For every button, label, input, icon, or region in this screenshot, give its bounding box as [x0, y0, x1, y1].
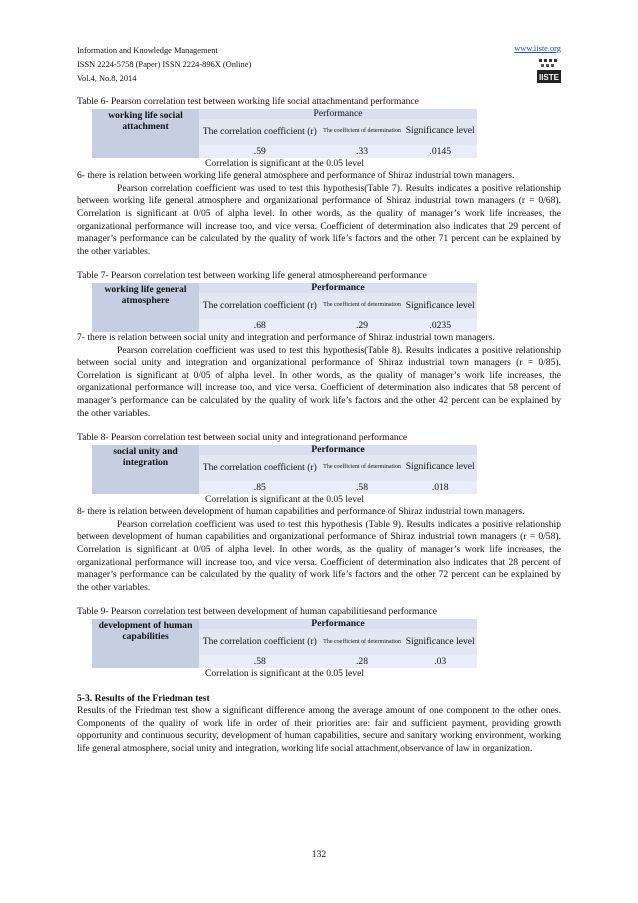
section-title: 5-3. Results of the Friedman test — [77, 692, 210, 704]
page-body — [77, 96, 561, 756]
table-8-det-value: .58 — [321, 481, 404, 494]
table-8-col-significance: Significance level — [403, 455, 477, 481]
table-9-col-determination: The coefficient of determination — [321, 629, 404, 655]
table-7-col-significance: Significance level — [403, 293, 477, 319]
table-7-col-r: The correlation coefficient (r) — [199, 293, 321, 319]
table-9-sig-value: .03 — [403, 655, 477, 668]
table-6-col-r: The correlation coefficient (r) — [199, 119, 321, 145]
table-6-col-determination: The coefficient of determination — [321, 119, 404, 145]
table-9-row-label: development of human capabilities — [92, 619, 199, 668]
table-9-col-r: The correlation coefficient (r) — [199, 629, 321, 655]
journal-title: Information and Knowledge Management — [77, 46, 218, 55]
friedman-paragraph: Results of the Friedman test show a significant difference among the average amount of one component to the other ones. Components of the quality of work life in order of their priorities are: fair and sufficient payment, providing growth opportunity and continuous security, development of human capabilities, secure and sanitary working environment, working life general atmosphere, social unity and integration, working life social attachment,observance of law in organization. — [77, 705, 561, 754]
hypothesis-8-heading: 8- there is relation between development of human capabilities and performance of Shiraz industrial town managers. — [77, 506, 525, 518]
table-8-performance-header: Performance — [199, 445, 477, 455]
table-8-caption: Table 8- Pearson correlation test between social unity and integrationand performance — [77, 432, 408, 444]
table-9-det-value: .28 — [321, 655, 404, 668]
page-number: 132 — [311, 849, 327, 860]
table-6 — [92, 109, 477, 158]
table-6-sig-value: .0145 — [403, 145, 477, 158]
table-7-r-value: .68 — [199, 319, 321, 332]
table-6-performance-header: Performance — [199, 109, 477, 119]
table-9-r-value: .58 — [199, 655, 321, 668]
table-8-r-value: .85 — [199, 481, 321, 494]
table-6-det-value: .33 — [321, 145, 404, 158]
journal-url-block — [514, 44, 561, 53]
iiste-logo — [537, 59, 561, 83]
table-7 — [92, 283, 477, 332]
hypothesis-7-heading: 7- there is relation between social unity and integration and performance of Shiraz industrial town managers. — [77, 331, 495, 343]
journal-volume: Vol.4, No.8, 2014 — [77, 74, 137, 83]
journal-issn: ISSN 2224-5758 (Paper) ISSN 2224-896X (Online) — [77, 60, 252, 69]
table-9-caption: Table 9- Pearson correlation test between development of human capabilitiesand performance — [77, 606, 438, 618]
table-9 — [92, 619, 477, 668]
table-8-col-determination: The coefficient of determination — [321, 455, 404, 481]
table-9-performance-header: Performance — [199, 619, 477, 629]
table-6-row-label: working life social attachment — [92, 109, 199, 158]
table-8 — [92, 445, 477, 494]
svg-text:IISTE: IISTE — [538, 73, 560, 82]
hypothesis-8-paragraph: Pearson correlation coefficient was used to test this hypothesis (Table 9). Results indicates a positive relationship between development of human capabilities and organizational performance of Shiraz industrial town managers (r = 0/58). Correlation is significant at 0/05 of alpha level. In other words, as the quality of manager’s work life increases, the organizational performance will increase too, and vice versa. Coefficient of determination also indicates that 28 percent of manager’s performance can be calculated by the quality of work life’s factors and the other 72 percent can be explained by the other variables. — [77, 518, 561, 593]
table-8-note: Correlation is significant at the 0.05 level — [204, 493, 365, 505]
hypothesis-6-heading: 6- there is relation between working life general atmosphere and performance of Shiraz industrial town managers. — [77, 170, 515, 182]
table-6-caption: Table 6- Pearson correlation test between working life social attachmentand performance — [77, 96, 419, 107]
table-7-det-value: .29 — [321, 319, 404, 332]
table-6-note: Correlation is significant at the 0.05 level — [204, 157, 365, 169]
table-8-sig-value: .018 — [403, 481, 477, 494]
journal-url-link[interactable]: www.iiste.org — [514, 44, 561, 53]
table-7-col-determination: The coefficient of determination — [321, 293, 404, 319]
table-7-row-label: working life general atmosphere — [92, 283, 199, 332]
table-7-performance-header: Performance — [199, 283, 477, 293]
hypothesis-6-paragraph: Pearson correlation coefficient was used to test this hypothesis(Table 7). Results indicates a positive relationship between working life general atmosphere and organizational performance of Shiraz industrial town managers (r = 0/68). Correlation is significant at 0/05 of alpha level. In other words, as the quality of manager’s work life increases, the organizational performance will increase too, and vice versa. Coefficient of determination also indicates that 29 percent of manager’s performance can be calculated by the quality of work life’s factors and the other 71 percent can be explained by the other variables. — [77, 182, 561, 257]
hypothesis-7-paragraph: Pearson correlation coefficient was used to test this hypothesis(Table 8). Results indicates a positive relationship between social unity and integration and organizational performance of Shiraz industrial town managers (r = 0/85). Correlation is significant at 0/05 of alpha level. In other words, as the quality of manager’s work life increases, the organizational performance will increase too, and vice versa. Coefficient of determination also indicates that 58 percent of manager’s performance can be calculated by the quality of work life’s factors and the other 42 percent can be explained by the other variables. — [77, 344, 561, 419]
table-8-col-r: The correlation coefficient (r) — [199, 455, 321, 481]
table-6-r-value: .59 — [199, 145, 321, 158]
table-7-caption: Table 7- Pearson correlation test between working life general atmosphereand performance — [77, 270, 427, 282]
table-6-col-significance: Significance level — [403, 119, 477, 145]
table-8-row-label: social unity and integration — [92, 445, 199, 494]
table-9-col-significance: Significance level — [403, 629, 477, 655]
table-7-sig-value: .0235 — [403, 319, 477, 332]
journal-header — [77, 44, 251, 86]
table-9-note: Correlation is significant at the 0.05 level — [204, 668, 365, 680]
